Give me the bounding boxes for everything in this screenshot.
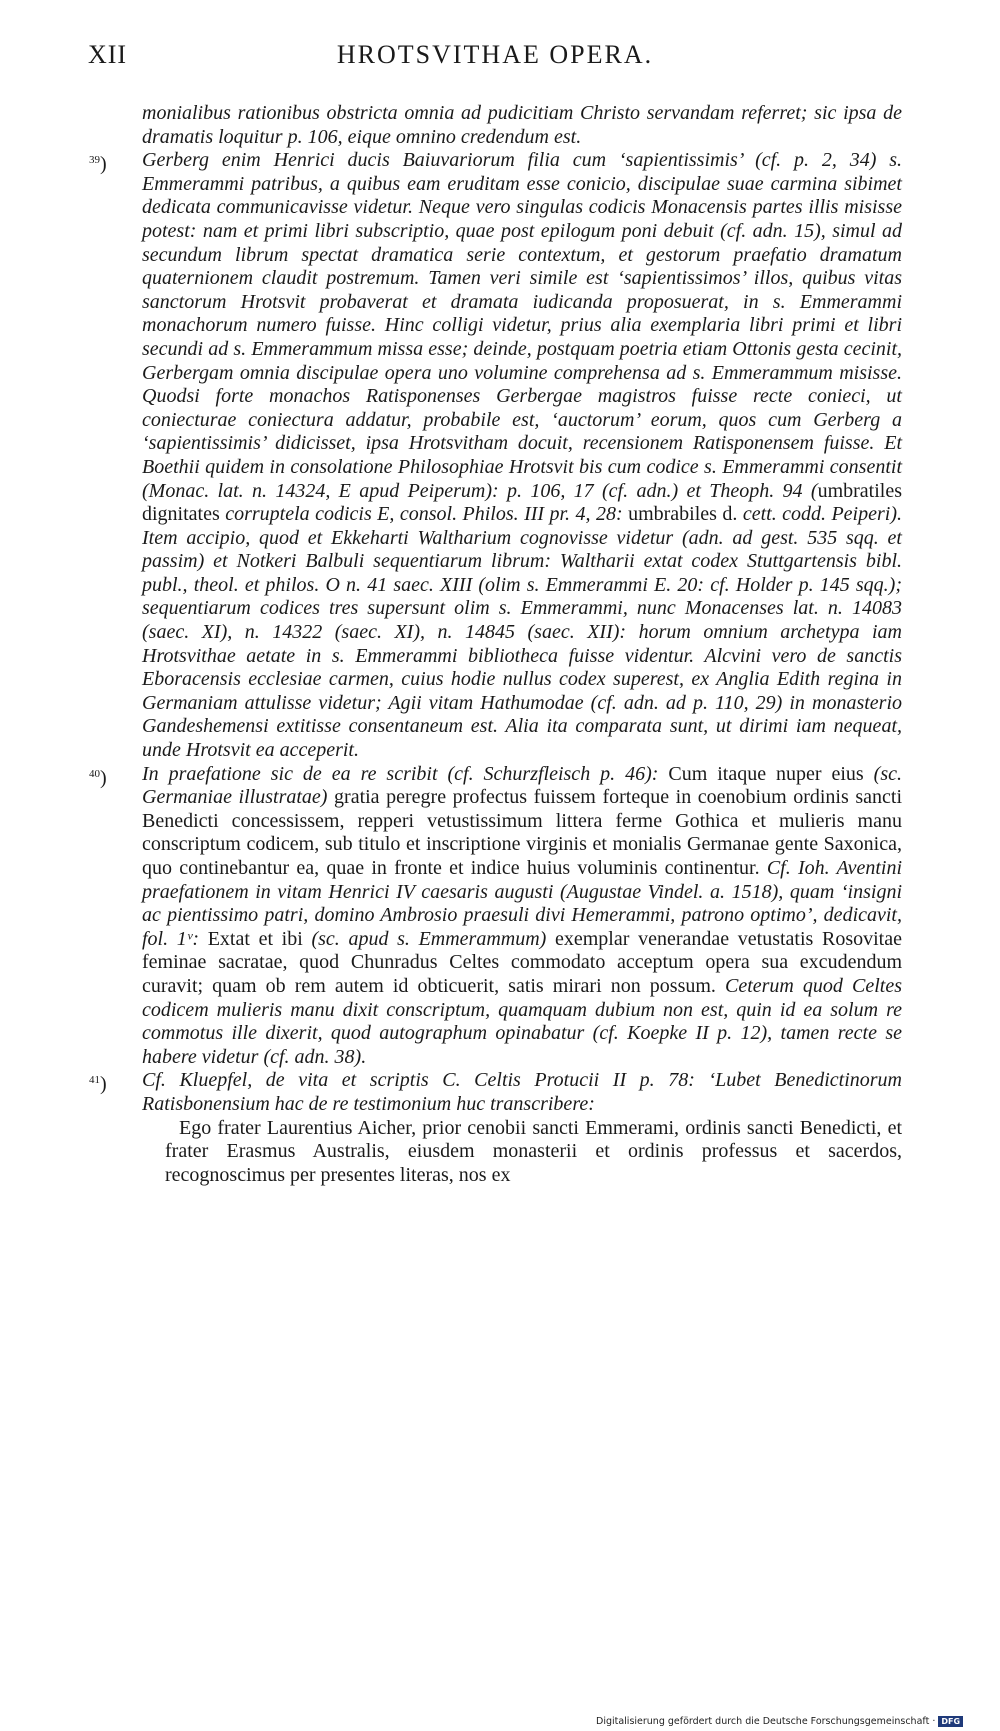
note-39	[89, 149, 902, 762]
note-41-quote: Ego frater Laurentius Aicher, prior cenobii sancti Emmerami, ordinis sancti Benedicti, et frater Erasmus Australis, eiusdem monasterii et ordinis professus et sacerdos, recognoscimus per presentes literas, nos ex	[165, 1116, 902, 1186]
note-40	[89, 763, 902, 1070]
footer-text: Digitalisierung gefördert durch die Deutsche Forschungsgemeinschaft ·	[596, 1716, 936, 1727]
page-header	[88, 40, 902, 76]
note-number-41: $^{41}$)	[89, 1073, 107, 1096]
note-41-body: Cf. Kluepfel, de vita et scriptis C. Celtis Protucii II p. 78: ‘Lubet Benedictinorum Ratisbonensium hac de re testimonium huc transcribere:	[142, 1069, 902, 1115]
note-41	[89, 1069, 902, 1116]
note-number-39: $^{39}$)	[89, 153, 107, 176]
note-number-40: $^{40}$)	[89, 766, 107, 789]
dfg-logo: DFG	[938, 1716, 963, 1727]
page-number: XII	[88, 40, 128, 69]
note-continued-text: monialibus rationibus obstricta omnia ad pudicitiam Christo servandam referret; sic ipsa de dramatis loquitur p. 106, eique omnino credendum est.	[142, 102, 902, 148]
digitization-footer	[596, 1716, 996, 1727]
footnotes	[89, 102, 902, 1187]
note-40-body: In praefatione sic de ea re scribit (cf. Schurzfleisch p. 46): Cum itaque nuper eius (sc. Germaniae illustratae) gratia peregre profectus fuissem forteque in coenobium ordinis sancti Benedicti concessissem, repperi vetustissimum littera ferme Gothica et mulieris manu conscriptum codicem, sub titulo et inscriptione virginis et monialis Germanae gente Saxonica, quo continebantur ea, quae in fronte et indice huius voluminis continentur. Cf. Ioh. Aventini praefationem in vitam Henrici IV caesaris augusti (Augustae Vindel. a. 1518), quam ‘insigni ac pientissimo patri, domino Ambrosio praesuli divi Hemerammi, patrono optimo’, dedicavit, fol. 1ᵛ: Extat et ibi (sc. apud s. Emmerammum) exemplar venerandae vetustatis Rosovitae feminae sacratae, quod Chunradus Celtes commodato acceptum opera sua excudendum curavit; quam ob rem autem id obticuerit, satis mirari non possum. Ceterum quod Celtes codicem mulieris manu dixit conscriptum, quamquam dubium non est, quin id ea solum re commotus ille dixerit, quod autographum opinabatur (cf. Koepke II p. 12), tamen recte se habere videtur (cf. adn. 38).	[142, 762, 902, 1068]
running-title: HROTSVITHAE OPERA.	[336, 40, 654, 69]
note-continued	[89, 102, 902, 149]
note-39-body: Gerberg enim Henrici ducis Baiuvariorum filia cum ‘sapientissimis’ (cf. p. 2, 34) s. Emmerammi patribus, a quibus eam eruditam esse conicio, discipulae suae carmina sibimet dedicata communicavisse videtur. Neque vero singulas codicis Monacensis partes illis misisse potest: nam et primi libri subscriptio, quae post epilogum poni debuit (cf. adn. 15), simul ad secundum librum spectat dramatica serie contextum, et gestorum praefatio dramatum quaternionem claudit postremum. Tamen veri simile est ‘sapientissimos’ illos, quibus vitas sanctorum Hrotsvit probaverat et dramata iudicanda proposuerat, in s. Emmerammi monachorum numero fuisse. Hinc colligi videtur, prius alia exemplaria libri primi et libri secundi ad s. Emmerammum missa esse; deinde, postquam poetria etiam Ottonis gesta cecinit, Gerbergam omnia discipulae opera uno volumine comprehensa ad s. Emmerammum misisse. Quodsi forte monachos Ratisponenses Gerbergae magistros fuisse recte conieci, ut coniecturae coniectura addatur, probabile est, ‘auctorum’ eorum, quos cum Gerberg a ‘sapientissimis’ didicisset, ipsa Hrotsvitham docuit, recensionem Ratisponensem fuisse. Et Boethii quidem in consolatione Philosophiae Hrotsvit bis cum codice s. Emmerammi consentit (Monac. lat. n. 14324, E apud Peiperum): p. 106, 17 (cf. adn.) et Theoph. 94 (umbratiles dignitates corruptela codicis E, consol. Philos. III pr. 4, 28: umbrabiles d. cett. codd. Peiperi). Item accipio, quod et Ekkeharti Waltharium cognovisse videtur (adn. ad gest. 535 sqq. et passim) et Notkeri Balbuli sequentiarum librum: Waltharii extat codex Stuttgartensis bibl. publ., theol. et philos. O n. 41 saec. XIII (olim s. Emmerammi E. 20: cf. Holder p. 145 sqq.); sequentiarum codices tres supersunt olim s. Emmerammi, nunc Monacenses lat. n. 14083 (saec. XI), n. 14322 (saec. XI), n. 14845 (saec. XII): horum omnium archetypa iam Hrotsvithae aetate in s. Emmerammi bibliotheca fuisse videntur. Alcvini vero de sanctis Eboracensis ecclesiae carmen, cuius hodie nullus codex superest, ex Anglia Edith regina in Germaniam attulisse videtur; Agii vitam Hathumodae (cf. adn. ad p. 110, 29) in monasterio Gandeshemensi extitisse consentaneum est. Alia ita comparata sunt, ut dirimi iam nequeat, unde Hrotsvit ea acceperit.	[142, 149, 902, 762]
